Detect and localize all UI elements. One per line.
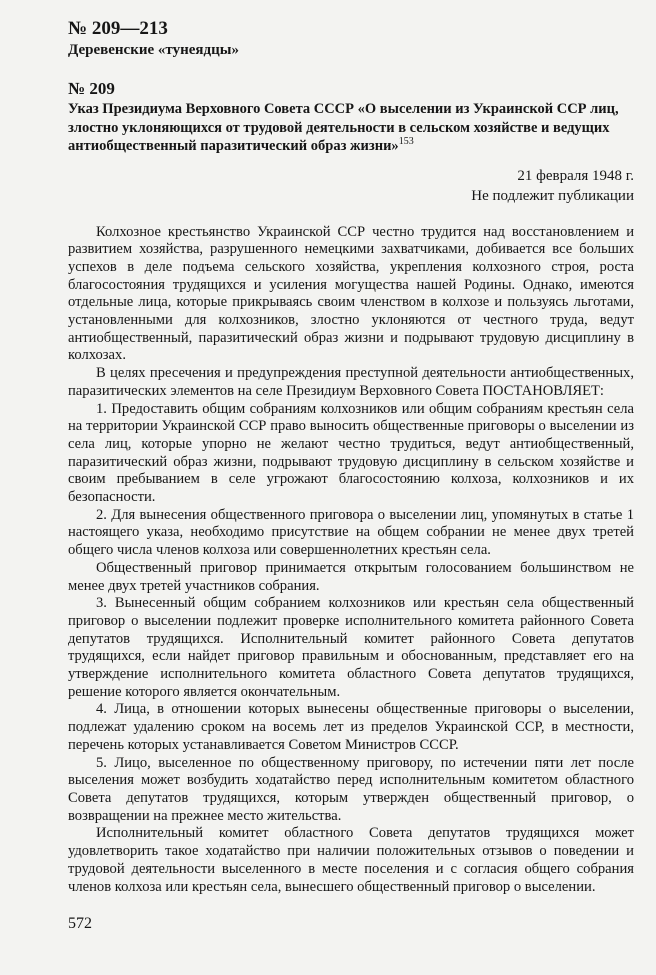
paragraph: Исполнительный комитет областного Совета депутатов трудящихся может удовлетворить такое ходатайство при наличии положительных отзывов о поведении и трудовой деятельности выселенного в месте поселения и с согласия общего собрания членов колхоза или крестьян села, вынесшего общественный приговор о выселении. [68,825,634,895]
page-number: 572 [68,915,92,932]
paragraph: В целях пресечения и предупреждения преступной деятельности антиобщественных, паразитических элементов на селе Президиум Верховного Совета ПОСТАНОВЛЯЕТ: [68,365,634,399]
publication-note: Не подлежит публикации [471,187,634,204]
paragraph: 2. Для вынесения общественного приговора о выселении лиц, упомянутых в статье 1 настоящего указа, необходимо присутствие на общем собрании не менее двух третей общего числа членов колхоза или совершеннолетних крестьян села. [68,506,634,559]
section-number: № 209—213 [68,18,168,39]
document-number: № 209 [68,79,115,98]
paragraph: Колхозное крестьянство Украинской ССР честно трудится над восстановлением и развитием хозяйства, разрушенного немецкими захватчиками, добивается все больших успехов в деле подъема сельского хозяйства, укрепления колхозного строя, роста благосостояния трудящихся и усиления могущества нашей Родины. Однако, имеются отдельные лица, которые прикрываясь своим членством в колхозе и пользуясь льготами, установленными для колхозников, злостно уклоняются от честного труда, ведут антиобщественный, паразитический образ жизни и подрывают трудовую дисциплину в колхозах. [68,223,634,364]
page [68,12,634,896]
document-title-text: Указ Президиума Верховного Совета СССР «О выселении из Украинской ССР лиц, злостно уклоняющихся от трудовой деятельности в сельском хозяйстве и ведущих антиобщественный паразитический образ жизни» [68,101,619,154]
decree-body [68,224,634,897]
paragraph: Общественный приговор принимается открытым голосованием большинством не менее двух третей участников собрания. [68,559,634,594]
document-title [68,100,634,156]
paragraph: 1. Предоставить общим собраниям колхозников или общим собраниям крестьян села на территории Украинской ССР право выносить общественные приговоры о выселении из села лиц, которые упорно не желают честно трудиться, ведут антиобщественный, паразитический образ жизни, подрывают трудовую дисциплину в сельском хозяйстве и своим пребыванием в селе угрожают благосостоянию колхоза, колхозников и их безопасности. [68,400,634,506]
document-date: 21 февраля 1948 г. [517,167,634,184]
paragraph: 4. Лица, в отношении которых вынесены общественные приговоры о выселении, подлежат удалению сроком на восемь лет из пределов Украинской ССР, в местности, перечень которых устанавливается Советом Министров СССР. [68,701,634,753]
paragraph: 5. Лицо, выселенное по общественному приговору, по истечении пяти лет после выселения может возбудить ходатайство перед исполнительным комитетом областного Совета депутатов трудящихся, которым утвержден общественный приговор, о возвращении на прежнее место жительства. [68,754,634,824]
footnote-ref: 153 [398,136,414,148]
paragraph: 3. Вынесенный общим собранием колхозников или крестьян села общественный приговор о выселении подлежит проверке исполнительного комитета районного Совета депутатов трудящихся. Исполнительный комитет районного Совета депутатов трудящихся, если найдет приговор правильным и обоснованным, представляет его на утверждение исполнительного комитета областного Совета депутатов трудящихся, решение которого является окончательным. [68,595,634,700]
section-title: Деревенские «тунеядцы» [68,42,239,58]
